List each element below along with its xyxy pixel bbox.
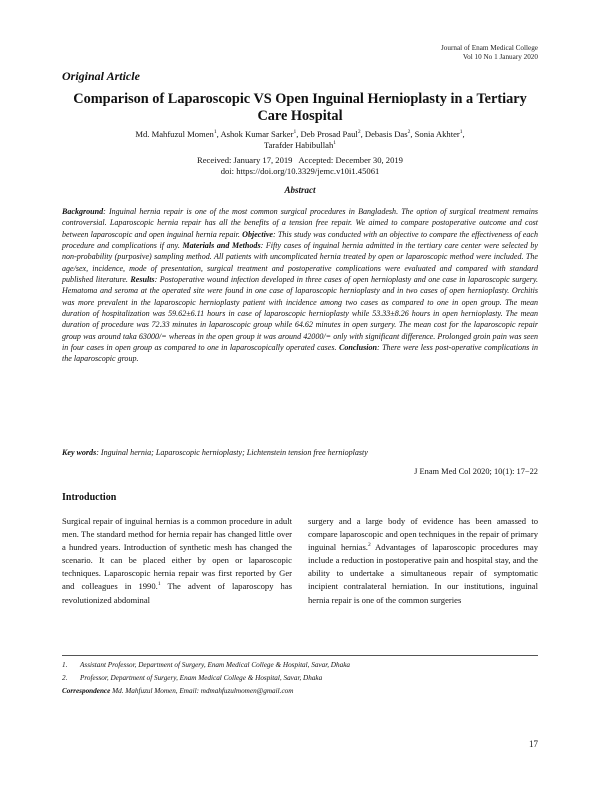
conclusion-label: Conclusion [338, 343, 377, 353]
footnote-item [62, 672, 538, 685]
abstract-body [62, 206, 538, 365]
results-text: : Postoperative wound infection developed in three cases of open hernioplasty and one case in laparoscopic surgery. Hematoma and seroma at the operated site were found in one case of laparoscopic hernioplasty and in two cases of open hernioplasty. Orchitis was more prevalent in the laparoscopic hernioplasty patient with incidence among two cases as compared to one in open group. The mean duration of hospitalization was 59.62±6.11 hours in case of laparoscopic hernioplasty while 53.33±8.26 hours in open hernioplasty. The mean duration of procedure was 72.33 minutes in laparoscopic group while 64.62 minutes in open surgery. The mean cost for the laparoscopic repair group was around taka 63000/= whereas in the open group it was around 42000/= only with significant difference. Prolonged groin pain was seen in four cases in open group as compared to one in laparoscopically operated cases. [62, 275, 538, 353]
correspondence-text: Md. Mahfuzul Momen, Email: mdmahfuzulmomen@gmail.com [110, 687, 294, 695]
journal-header [441, 44, 538, 63]
footnote-number: 1. [62, 661, 68, 669]
intro-text: surgery and a large body of evidence has been amassed to compare laparoscopic and open techniques in the repair of primary inguinal hernias. [308, 516, 538, 553]
journal-name: Journal of Enam Medical College [440, 44, 538, 52]
introduction-heading: Introduction [62, 492, 117, 503]
conclusion-text: : There were less post-operative complications in the laparoscopic group. [62, 343, 538, 364]
journal-volume: Vol 10 No 1 January 2020 [462, 53, 538, 62]
reference-marker: 1 [157, 581, 161, 588]
author-list: Md. Mahfuzul Momen$^1$, Ashok Kumar Sarker$^1$, Deb Prosad Paul$^2$, Debasis Das$^2$, Sonia Akhter$^1$, Tarafder Habibullah$^1$ [135, 129, 465, 151]
footnote-divider [62, 655, 538, 656]
author-name: Debasis Das [364, 129, 408, 139]
intro-text: The advent of laparoscopy has revolutionized abdominal [62, 581, 292, 605]
author-affiliation: 2 [357, 129, 361, 136]
citation: J Enam Med Col 2020; 10(1): 17−22 [414, 467, 538, 476]
results-label: Results [130, 275, 155, 285]
background-label: Background [62, 207, 104, 216]
author-affiliation: 2 [407, 129, 411, 136]
abstract-heading: Abstract [284, 185, 316, 195]
author-name: Tarafder Habibullah [263, 140, 334, 151]
accepted-date: Accepted: December 30, 2019 [298, 155, 403, 165]
footnote-text: Assistant Professor, Department of Surgery, Enam Medical College & Hospital, Savar, Dhaka [80, 661, 350, 669]
author-name: Md. Mahfuzul Momen [135, 129, 214, 139]
objective-text: : This study was conducted with an objective to compare the effectiveness of each procedure and complications if any. [62, 229, 538, 251]
author-name: Ashok Kumar Sarker [220, 129, 294, 139]
author-name: Sonia Akhter [414, 129, 460, 139]
author-affiliation: 1 [293, 129, 297, 136]
intro-text: Surgical repair of inguinal hernias is a common procedure in adult men. The standard method for hernia repair has changed little over a hundred years. Introduction of synthetic mesh has changed the scenario. It can be placed either by open or laparoscopic techniques. Laparoscopic hernia repair was first reported by Ger and colleagues in 1990. [62, 516, 292, 592]
author-affiliation: 1 [459, 129, 463, 136]
footnote-text: Professor, Department of Surgery, Enam Medical College & Hospital, Savar, Dhaka [80, 674, 323, 682]
author-name: Deb Prosad Paul [300, 129, 358, 139]
intro-text: Advantages of laparoscopic procedures may include a reduction in postoperative pain and hospital stay, and the ability to undertake a simultaneous repair of symptomatic incipient contralateral herniation. In our institutions, inguinal hernia repair is one of the common surgeries [308, 542, 538, 605]
methods-text: : Fifty cases of inguinal hernia admitted in the tertiary care center were selected by non-probability (purposive) sampling method. All patients with uncomplicated hernia treated by open or laparoscopic method were included. The age/sex, incidence, mode of presentation, surgical treatment and postoperative complications were evaluated and compared with standard published literature. [62, 241, 538, 285]
article-dates [62, 155, 538, 178]
keywords [62, 448, 538, 457]
doi-link[interactable]: doi: https://doi.org/10.3329/jemc.v10i1.45061 [220, 166, 380, 177]
objective-label: Objective [242, 229, 273, 239]
author-affiliation: 1 [213, 129, 217, 136]
keywords-text: : Inguinal hernia; Laparoscopic hernioplasty; Lichtenstein tension free hernioplasty [96, 448, 368, 457]
received-date: Received: January 17, 2019 [197, 155, 293, 165]
page-number: 17 [529, 739, 538, 749]
paper-title: Comparison of Laparoscopic VS Open Inguinal Hernioplasty in a Tertiary Care Hospital [73, 91, 527, 124]
correspondence-label: Correspondence [62, 687, 111, 695]
footnote-number: 2. [62, 674, 68, 682]
introduction-left-column [62, 515, 292, 607]
section-label: Original Article [62, 69, 140, 83]
correspondence [62, 685, 538, 698]
footnotes [62, 659, 538, 698]
background-text: : Inguinal hernia repair is one of the most common surgical procedures in Bangladesh. The option of surgical treatment remains controversial. Laparoscopic hernia repair has all the benefits of a tension free repair. We aimed to compare postoperative outcome and cost between laparoscopic and open inguinal hernia repair. [62, 207, 538, 239]
methods-label: Materials and Methods [182, 241, 261, 251]
keywords-label: Key words [62, 448, 97, 457]
footnote-item [62, 659, 538, 672]
author-affiliation: 1 [333, 140, 337, 147]
reference-marker: 2 [367, 542, 371, 549]
introduction-right-column [308, 515, 538, 607]
